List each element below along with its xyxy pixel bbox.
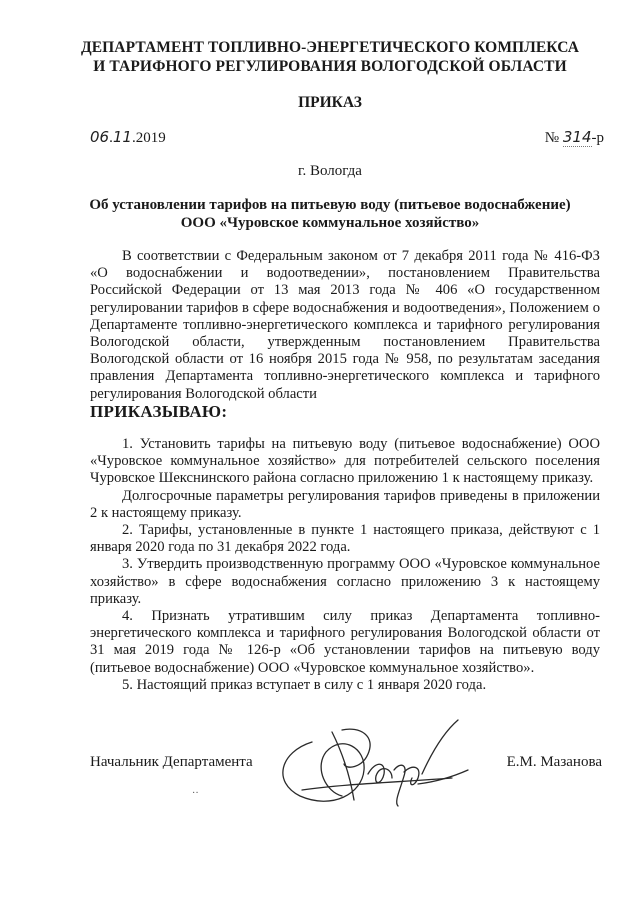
signatory-position: Начальник Департамента xyxy=(90,754,253,770)
number-suffix: -р xyxy=(591,130,604,146)
date-month: 11 xyxy=(112,128,132,146)
department-header-line2: И ТАРИФНОГО РЕГУЛИРОВАНИЯ ВОЛОГОДСКОЙ ОБЛАСТИ xyxy=(93,58,567,75)
order-word: ПРИКАЗЫВАЮ: xyxy=(90,401,228,421)
order-item-3: 3. Утвердить производственную программу ООО «Чуровское коммунальное хозяйство» в сфере водоснабжения согласно приложению 3 к настоящему приказу. xyxy=(90,556,600,607)
number-prefix: № xyxy=(544,130,560,146)
number-value: 314 xyxy=(562,128,592,146)
order-item-1-extra: Долгосрочные параметры регулирования тарифов приведены в приложении 2 к настоящему приказу. xyxy=(90,487,600,521)
scan-speck: ·· xyxy=(192,788,199,799)
date-day: 06 xyxy=(90,128,110,146)
department-header xyxy=(60,38,600,76)
order-item-1: 1. Установить тарифы на питьевую воду (питьевое водоснабжение) ООО «Чуровское коммунальное хозяйство» для потребителей сельского поселения Чуровское Шекснинского района согласно приложению 1 к настоящему приказу. xyxy=(90,436,600,487)
preamble-block xyxy=(90,248,600,420)
handwritten-signature-icon xyxy=(272,712,472,812)
preamble-text: В соответствии с Федеральным законом от 7 декабря 2011 года № 416-ФЗ «О водоснабжении и водоотведении», постановлением Правительства Российской Федерации от 13 мая 2013 года № 406 «О государственном регулировании тарифов в сфере водоснабжения и водоотведения», Положением о Департаменте топливно-энергетического комплекса и тарифного регулирования Вологодской области, утвержденным постановлением Правительства Вологодской области от 16 ноября 2015 года № 958, по результатам заседания правления Департамента топливно-энергетического комплекса и тарифного регулирования Вологодской области xyxy=(90,248,600,402)
signatory-name: Е.М. Мазанова xyxy=(506,754,602,770)
order-item-2: 2. Тарифы, установленные в пункте 1 настоящего приказа, действуют с 1 января 2020 года по 31 декабря 2022 года. xyxy=(90,522,600,556)
document-subject xyxy=(60,196,600,232)
document-date xyxy=(90,128,166,147)
order-items xyxy=(90,436,600,694)
order-item-5: 5. Настоящий приказ вступает в силу с 1 января 2020 года. xyxy=(122,676,487,693)
document-number xyxy=(545,128,604,147)
document-city: г. Вологда xyxy=(298,163,362,179)
order-item-4: 4. Признать утратившим силу приказ Департамента топливно-энергетического комплекса и тарифного регулирования Вологодской области от 31 мая 2019 года № 126-р «Об установлении тарифов на питьевую воду (питьевое водоснабжение) ООО «Чуровское коммунальное хозяйство». xyxy=(90,608,600,676)
subject-line1: Об установлении тарифов на питьевую воду (питьевое водоснабжение) xyxy=(89,197,571,213)
document-type: ПРИКАЗ xyxy=(298,94,362,111)
date-year: .2019 xyxy=(131,130,166,146)
department-header-line1: ДЕПАРТАМЕНТ ТОПЛИВНО-ЭНЕРГЕТИЧЕСКОГО КОМПЛЕКСА xyxy=(80,39,580,56)
date-separator: . xyxy=(109,130,113,146)
subject-line2: ООО «Чуровское коммунальное хозяйство» xyxy=(180,215,480,231)
